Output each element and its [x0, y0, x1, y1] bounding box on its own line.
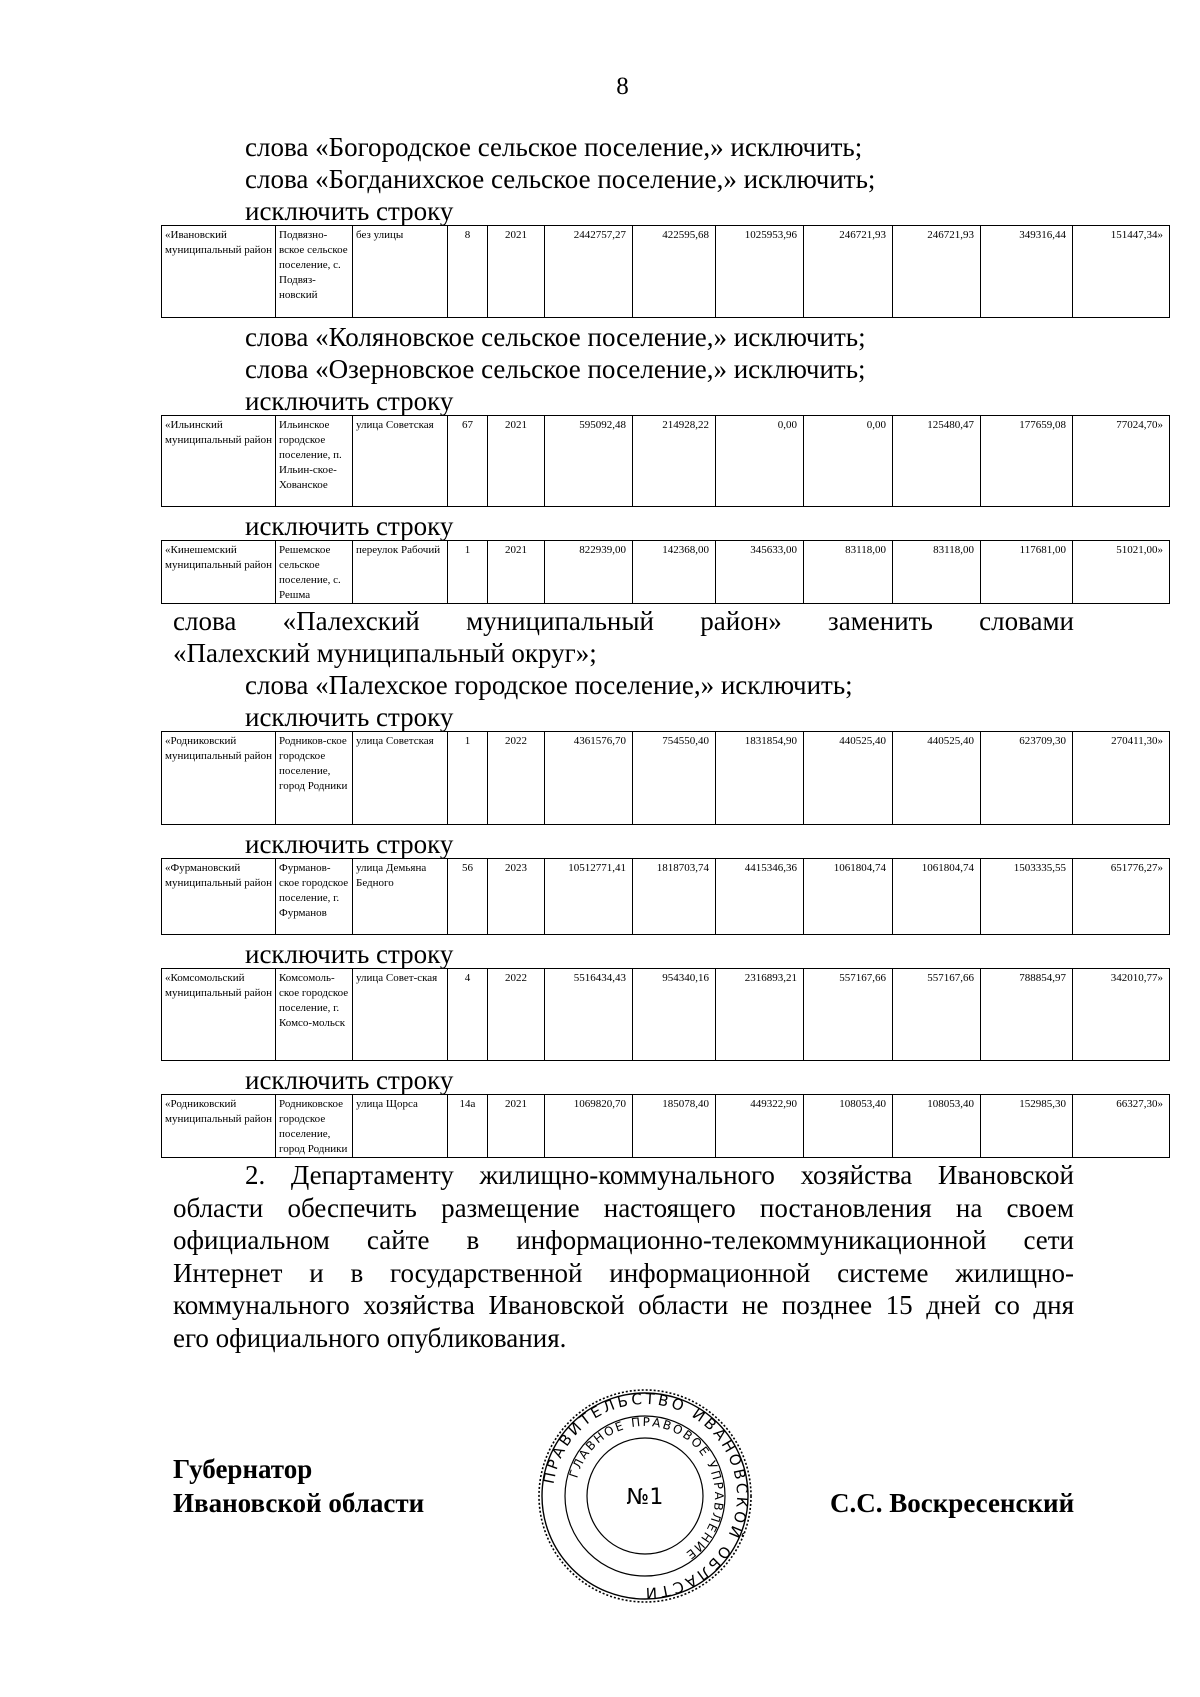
- page-number: 8: [616, 73, 629, 100]
- cell-value-4: 1061804,74: [804, 859, 893, 935]
- cell-value-3: 1831854,90: [716, 732, 804, 825]
- cell-value-6: 117681,00: [981, 541, 1073, 604]
- cell-year: 2021: [488, 226, 545, 318]
- cell-house-number: 14а: [448, 1095, 488, 1158]
- amendment-line: слова «Палехское городское поселение,» исключить;: [245, 670, 853, 700]
- table-row: [162, 969, 1170, 1061]
- exclude-row-label: исключить строку: [245, 1065, 454, 1095]
- cell-value-5: 246721,93: [893, 226, 981, 318]
- amendment-line: слова «Богородское сельское поселение,» исключить;: [245, 132, 863, 162]
- cell-value-5: 108053,40: [893, 1095, 981, 1158]
- amendment-line: слова «Палехский муниципальный район» заменить словами: [173, 606, 1074, 636]
- signatory-title: [173, 1452, 424, 1520]
- cell-total-cost: 2442757,27: [545, 226, 633, 318]
- amendment-line: слова «Богданихское сельское поселение,» исключить;: [245, 164, 876, 194]
- cell-value-6: 177659,08: [981, 416, 1073, 507]
- cell-street: улица Демьяна Бедного: [353, 859, 448, 935]
- cell-total-cost: 595092,48: [545, 416, 633, 507]
- cell-value-5: 125480,47: [893, 416, 981, 507]
- cell-value-2: 754550,40: [633, 732, 716, 825]
- cell-value-3: 449322,90: [716, 1095, 804, 1158]
- amendment-line: слова «Коляновское сельское поселение,» исключить;: [245, 322, 866, 352]
- paragraph-line: 2. Департаменту жилищно-коммунального хозяйства Ивановской: [245, 1160, 1074, 1190]
- cell-year: 2021: [488, 541, 545, 604]
- cell-street: улица Советская: [353, 732, 448, 825]
- cell-total-cost: 822939,00: [545, 541, 633, 604]
- cell-value-5: 1061804,74: [893, 859, 981, 935]
- cell-house-number: 4: [448, 969, 488, 1061]
- excluded-row-table: [161, 415, 1170, 507]
- seal-inner-text: ГЛАВНОЕ ПРАВОВОЕ УПРАВЛЕНИЕ: [566, 1414, 727, 1563]
- seal-number: №1: [626, 1485, 664, 1510]
- cell-district: «Родниковский муниципальный район: [162, 1095, 276, 1158]
- cell-value-5: 440525,40: [893, 732, 981, 825]
- cell-year: 2022: [488, 732, 545, 825]
- excluded-row-table: [161, 540, 1170, 604]
- cell-district: «Родниковский муниципальный район: [162, 732, 276, 825]
- exclude-row-label: исключить строку: [245, 511, 454, 541]
- excluded-row-table: [161, 1094, 1170, 1158]
- excluded-row-table: [161, 225, 1170, 318]
- cell-street: улица Щорса: [353, 1095, 448, 1158]
- cell-house-number: 8: [448, 226, 488, 318]
- paragraph-line: его официального опубликования.: [173, 1322, 567, 1353]
- cell-house-number: 67: [448, 416, 488, 507]
- exclude-row-label: исключить строку: [245, 829, 454, 859]
- cell-district: «Ивановский муниципальный район: [162, 226, 276, 318]
- cell-value-3: 345633,00: [716, 541, 804, 604]
- cell-value-7: 51021,00»: [1073, 541, 1170, 604]
- cell-district: «Фурмановский муниципальный район: [162, 859, 276, 935]
- exclude-row-label: исключить строку: [245, 386, 454, 416]
- cell-value-2: 142368,00: [633, 541, 716, 604]
- cell-value-4: 440525,40: [804, 732, 893, 825]
- cell-value-6: 1503335,55: [981, 859, 1073, 935]
- cell-settlement: Родников-ское городское поселение, город Родники: [276, 732, 353, 825]
- cell-district: «Комсомольский муниципальный район: [162, 969, 276, 1061]
- seal-outer-text: ПРАВИТЕЛЬСТВО ИВАНОВСКОЙ ОБЛАСТИ: [539, 1389, 752, 1603]
- cell-street: без улицы: [353, 226, 448, 318]
- excluded-row-table: [161, 731, 1170, 825]
- cell-settlement: Комсомоль-ское городское поселение, г. Комсо-мольск: [276, 969, 353, 1061]
- cell-year: 2021: [488, 416, 545, 507]
- exclude-row-label: исключить строку: [245, 939, 454, 969]
- official-seal: [535, 1386, 755, 1606]
- cell-settlement: Родниковское городское поселение, город Родники: [276, 1095, 353, 1158]
- cell-total-cost: 5516434,43: [545, 969, 633, 1061]
- cell-settlement: Фурманов-ское городское поселение, г. Фурманов: [276, 859, 353, 935]
- cell-value-4: 557167,66: [804, 969, 893, 1061]
- paragraph-line: официальном сайте в информационно-телекоммуникационной сети: [173, 1225, 1074, 1255]
- cell-year: 2022: [488, 969, 545, 1061]
- cell-value-3: 2316893,21: [716, 969, 804, 1061]
- amendment-line: «Палехский муниципальный округ»;: [173, 638, 597, 668]
- cell-value-2: 185078,40: [633, 1095, 716, 1158]
- excluded-row-table: [161, 858, 1170, 935]
- cell-value-7: 651776,27»: [1073, 859, 1170, 935]
- cell-value-6: 152985,30: [981, 1095, 1073, 1158]
- cell-street: улица Советская: [353, 416, 448, 507]
- cell-value-6: 623709,30: [981, 732, 1073, 825]
- table-row: [162, 859, 1170, 935]
- signatory-title-line: Ивановской области: [173, 1488, 425, 1518]
- cell-year: 2023: [488, 859, 545, 935]
- cell-value-6: 349316,44: [981, 226, 1073, 318]
- cell-value-7: 342010,77»: [1073, 969, 1170, 1061]
- signatory-title-line: Губернатор: [173, 1454, 313, 1484]
- cell-value-7: 270411,30»: [1073, 732, 1170, 825]
- cell-house-number: 56: [448, 859, 488, 935]
- cell-value-3: 4415346,36: [716, 859, 804, 935]
- cell-total-cost: 10512771,41: [545, 859, 633, 935]
- cell-value-5: 557167,66: [893, 969, 981, 1061]
- cell-total-cost: 1069820,70: [545, 1095, 633, 1158]
- cell-value-4: 83118,00: [804, 541, 893, 604]
- cell-value-2: 214928,22: [633, 416, 716, 507]
- cell-street: переулок Рабочий: [353, 541, 448, 604]
- cell-value-2: 422595,68: [633, 226, 716, 318]
- cell-district: «Ильинский муниципальный район: [162, 416, 276, 507]
- cell-value-2: 954340,16: [633, 969, 716, 1061]
- table-row: [162, 732, 1170, 825]
- paragraph-line: области обеспечить размещение настоящего постановления на своем: [173, 1192, 1074, 1223]
- amendment-line: слова «Озерновское сельское поселение,» исключить;: [245, 354, 866, 384]
- cell-value-6: 788854,97: [981, 969, 1073, 1061]
- cell-settlement: Ильинское городское поселение, п. Ильин-ское-Хованское: [276, 416, 353, 507]
- cell-year: 2021: [488, 1095, 545, 1158]
- exclude-row-label: исключить строку: [245, 196, 454, 226]
- cell-district: «Кинешемский муниципальный район: [162, 541, 276, 604]
- paragraph-line: коммунального хозяйства Ивановской области не позднее 15 дней со дня: [173, 1290, 1074, 1320]
- cell-total-cost: 4361576,70: [545, 732, 633, 825]
- cell-house-number: 1: [448, 732, 488, 825]
- cell-settlement: Решемское сельское поселение, с. Решма: [276, 541, 353, 604]
- cell-value-4: 108053,40: [804, 1095, 893, 1158]
- table-row: [162, 541, 1170, 604]
- cell-house-number: 1: [448, 541, 488, 604]
- signatory-name: С.С. Воскресенский: [830, 1488, 1075, 1518]
- table-row: [162, 1095, 1170, 1158]
- table-row: [162, 416, 1170, 507]
- cell-value-4: 246721,93: [804, 226, 893, 318]
- cell-street: улица Совет-ская: [353, 969, 448, 1061]
- cell-value-7: 66327,30»: [1073, 1095, 1170, 1158]
- paragraph-2: [173, 1159, 1074, 1354]
- table-row: [162, 226, 1170, 318]
- exclude-row-label: исключить строку: [245, 702, 454, 732]
- excluded-row-table: [161, 968, 1170, 1061]
- cell-value-2: 1818703,74: [633, 859, 716, 935]
- paragraph-line: Интернет и в государственной информационной системе жилищно-: [173, 1257, 1074, 1288]
- cell-value-4: 0,00: [804, 416, 893, 507]
- cell-value-5: 83118,00: [893, 541, 981, 604]
- cell-value-3: 0,00: [716, 416, 804, 507]
- cell-value-7: 77024,70»: [1073, 416, 1170, 507]
- cell-settlement: Подвязно-вское сельское поселение, с. Подвяз-новский: [276, 226, 353, 318]
- cell-value-7: 151447,34»: [1073, 226, 1170, 318]
- cell-value-3: 1025953,96: [716, 226, 804, 318]
